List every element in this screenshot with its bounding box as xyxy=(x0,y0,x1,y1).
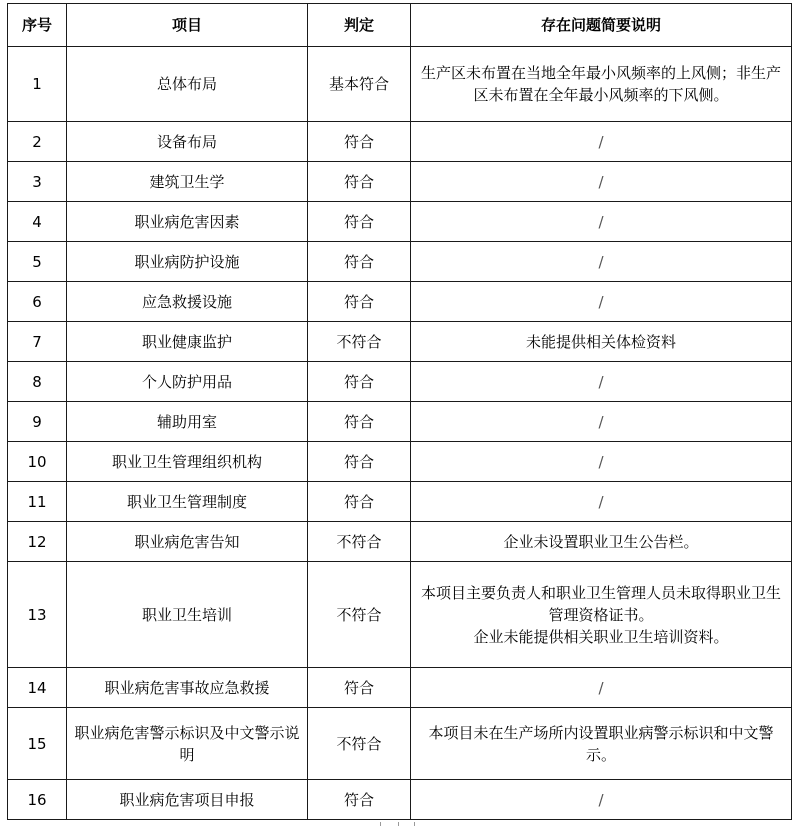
row-verdict: 符合 xyxy=(308,362,411,402)
row-item: 总体布局 xyxy=(67,47,308,122)
table-row xyxy=(8,562,792,668)
row-note-line: 企业未能提供相关职业卫生培训资料。 xyxy=(473,627,729,646)
table-row xyxy=(8,522,792,562)
table-row xyxy=(8,442,792,482)
row-no: 9 xyxy=(8,402,67,442)
row-item: 职业健康监护 xyxy=(67,322,308,362)
row-note: 生产区未布置在当地全年最小风频率的上风侧；非生产区未布置在全年最小风频率的下风侧。 xyxy=(411,47,792,122)
row-no: 7 xyxy=(8,322,67,362)
row-no: 8 xyxy=(8,362,67,402)
header-no: 序号 xyxy=(8,4,67,47)
row-verdict: 符合 xyxy=(308,442,411,482)
row-no: 16 xyxy=(8,780,67,820)
row-verdict: 不符合 xyxy=(308,708,411,780)
row-note: / xyxy=(411,482,792,522)
row-no: 5 xyxy=(8,242,67,282)
row-no: 11 xyxy=(8,482,67,522)
row-item: 建筑卫生学 xyxy=(67,162,308,202)
row-verdict: 不符合 xyxy=(308,322,411,362)
row-verdict: 不符合 xyxy=(308,522,411,562)
row-verdict: 符合 xyxy=(308,202,411,242)
row-item: 职业卫生管理制度 xyxy=(67,482,308,522)
row-no: 3 xyxy=(8,162,67,202)
compliance-table xyxy=(7,3,792,820)
row-item: 职业病危害告知 xyxy=(67,522,308,562)
table-row xyxy=(8,780,792,820)
edge-mark xyxy=(398,822,399,826)
row-no: 14 xyxy=(8,668,67,708)
row-note: / xyxy=(411,780,792,820)
table-row xyxy=(8,322,792,362)
table-row xyxy=(8,362,792,402)
table-row xyxy=(8,282,792,322)
row-verdict: 符合 xyxy=(308,282,411,322)
table-row xyxy=(8,668,792,708)
row-item: 职业病防护设施 xyxy=(67,242,308,282)
row-verdict: 符合 xyxy=(308,122,411,162)
row-no: 1 xyxy=(8,47,67,122)
row-no: 12 xyxy=(8,522,67,562)
row-no: 13 xyxy=(8,562,67,668)
header-item: 项目 xyxy=(67,4,308,47)
row-item: 职业病危害因素 xyxy=(67,202,308,242)
row-no: 6 xyxy=(8,282,67,322)
row-no: 15 xyxy=(8,708,67,780)
row-verdict: 符合 xyxy=(308,482,411,522)
row-note-line: 本项目主要负责人和职业卫生管理人员未取得职业卫生管理资格证书。 xyxy=(420,583,781,624)
row-note: / xyxy=(411,122,792,162)
table-row xyxy=(8,482,792,522)
row-note: 企业未设置职业卫生公告栏。 xyxy=(411,522,792,562)
row-verdict: 符合 xyxy=(308,780,411,820)
row-note: / xyxy=(411,442,792,482)
row-item: 职业病危害警示标识及中文警示说明 xyxy=(67,708,308,780)
row-note xyxy=(411,562,792,668)
table-row xyxy=(8,708,792,780)
table-row xyxy=(8,402,792,442)
page-edge-marks xyxy=(380,822,430,826)
row-item: 个人防护用品 xyxy=(67,362,308,402)
edge-mark xyxy=(380,822,381,826)
row-item: 设备布局 xyxy=(67,122,308,162)
row-verdict: 符合 xyxy=(308,242,411,282)
table-row xyxy=(8,242,792,282)
row-verdict: 不符合 xyxy=(308,562,411,668)
row-no: 4 xyxy=(8,202,67,242)
table-header-row xyxy=(8,4,792,47)
row-item: 职业病危害项目申报 xyxy=(67,780,308,820)
row-verdict: 基本符合 xyxy=(308,47,411,122)
edge-mark xyxy=(414,822,415,826)
header-verdict: 判定 xyxy=(308,4,411,47)
row-note: / xyxy=(411,282,792,322)
row-note: / xyxy=(411,242,792,282)
row-item: 职业病危害事故应急救援 xyxy=(67,668,308,708)
row-note: / xyxy=(411,362,792,402)
table-row xyxy=(8,202,792,242)
row-note: / xyxy=(411,402,792,442)
row-note: / xyxy=(411,162,792,202)
row-item: 职业卫生管理组织机构 xyxy=(67,442,308,482)
row-verdict: 符合 xyxy=(308,162,411,202)
table-row xyxy=(8,162,792,202)
row-note: 本项目未在生产场所内设置职业病警示标识和中文警示。 xyxy=(411,708,792,780)
row-no: 2 xyxy=(8,122,67,162)
table-row xyxy=(8,47,792,122)
row-note: 未能提供相关体检资料 xyxy=(411,322,792,362)
row-item: 辅助用室 xyxy=(67,402,308,442)
row-note: / xyxy=(411,202,792,242)
row-item: 职业卫生培训 xyxy=(67,562,308,668)
table-row xyxy=(8,122,792,162)
row-item: 应急救援设施 xyxy=(67,282,308,322)
row-verdict: 符合 xyxy=(308,668,411,708)
header-note: 存在问题简要说明 xyxy=(411,4,792,47)
row-note: / xyxy=(411,668,792,708)
row-verdict: 符合 xyxy=(308,402,411,442)
row-no: 10 xyxy=(8,442,67,482)
